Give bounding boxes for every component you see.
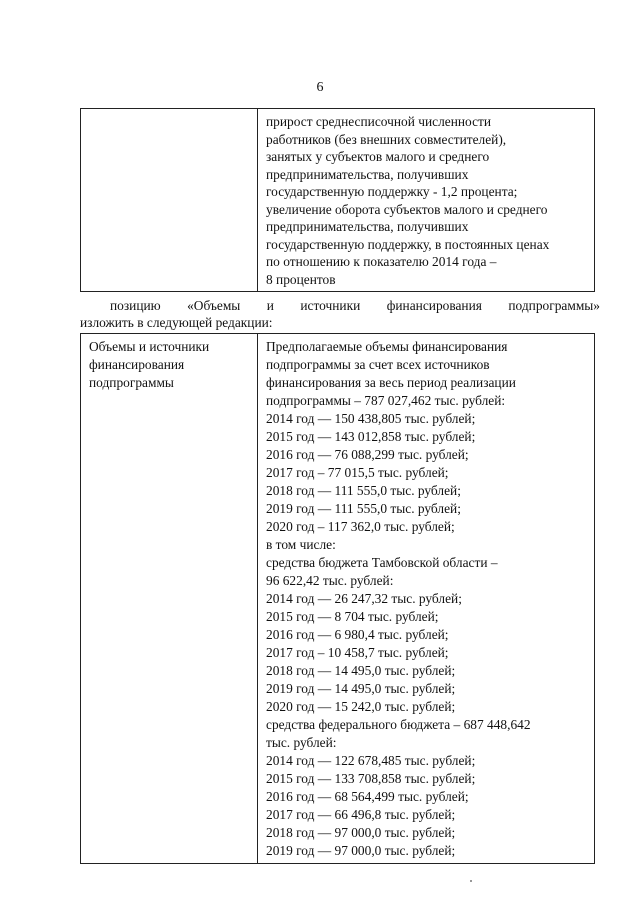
text-line: финансирования — [89, 357, 185, 372]
text-line: 2015 год — 143 012,858 тыс. рублей; — [266, 429, 476, 444]
text-line: Предполагаемые объемы финансирования — [266, 339, 508, 354]
text-line: подпрограммы – 787 027,462 тыс. рублей: — [266, 393, 506, 408]
text-line: 2016 год — 76 088,299 тыс. рублей; — [266, 447, 469, 462]
text-line: 2017 год – 77 015,5 тыс. рублей; — [266, 465, 449, 480]
table1-right-cell — [258, 109, 595, 292]
text-line: средства бюджета Тамбовской области – — [266, 555, 498, 570]
text-line: подпрограммы — [89, 375, 174, 390]
text-line: 2018 год — 14 495,0 тыс. рублей; — [266, 663, 456, 678]
text-line: по отношению к показателю 2014 года – — [266, 254, 497, 269]
text-line: 2020 год — 15 242,0 тыс. рублей; — [266, 699, 456, 714]
text-line: в том числе: — [266, 537, 336, 552]
text-line: 8 процентов — [266, 271, 336, 287]
text-line: тыс. рублей: — [266, 735, 337, 750]
text-line: 2015 год — 133 708,858 тыс. рублей; — [266, 771, 476, 786]
text-line: Объемы и источники — [89, 339, 210, 354]
table2-right-cell — [258, 334, 595, 864]
text-line: финансирования за весь период реализации — [266, 375, 516, 390]
text-line: 2016 год — 68 564,499 тыс. рублей; — [266, 789, 469, 804]
paragraph-line-1: позицию «Объемы и источники финансирования подпрограммы» — [110, 298, 600, 313]
continuation-table — [80, 108, 595, 292]
text-line: государственную поддержку - 1,2 процента; — [266, 184, 518, 199]
text-line: государственную поддержку, в постоянных ценах — [266, 236, 550, 252]
page-number: 6 — [316, 80, 324, 95]
text-line: средства федерального бюджета – 687 448,642 — [266, 717, 531, 732]
text-line: 96 622,42 тыс. рублей: — [266, 573, 394, 588]
text-line: 2014 год — 26 247,32 тыс. рублей; — [266, 591, 462, 606]
funding-label — [81, 334, 257, 395]
text-line: предпринимательства, получивших — [266, 166, 469, 182]
text-line: 2017 год – 10 458,7 тыс. рублей; — [266, 645, 449, 660]
text-line: подпрограммы за счет всех источников — [266, 357, 490, 372]
table-row — [81, 109, 595, 292]
text-line: 2014 год — 150 438,805 тыс. рублей; — [266, 411, 476, 426]
text-line: 2016 год — 6 980,4 тыс. рублей; — [266, 627, 449, 642]
text-line: 2019 год — 111 555,0 тыс. рублей; — [266, 501, 461, 516]
text-line: 2019 год — 97 000,0 тыс. рублей; — [266, 843, 456, 858]
text-line: 2018 год — 111 555,0 тыс. рублей; — [266, 483, 461, 498]
text-line: 2014 год — 122 678,485 тыс. рублей; — [266, 753, 476, 768]
paragraph-line-2: изложить в следующей редакции: — [80, 315, 273, 330]
table1-left-cell — [81, 109, 258, 292]
text-line: работников (без внешних совместителей), — [266, 131, 507, 147]
text-line: прирост среднесписочной численности — [266, 114, 492, 129]
text-line: 2015 год — 8 704 тыс. рублей; — [266, 609, 439, 624]
table1-right-text — [258, 109, 594, 291]
table1-left-text — [81, 109, 257, 116]
text-line: 2017 год — 66 496,8 тыс. рублей; — [266, 807, 456, 822]
scan-speck — [470, 880, 472, 882]
table-row — [81, 334, 595, 864]
text-line: 2018 год — 97 000,0 тыс. рублей; — [266, 825, 456, 840]
text-line: 2020 год – 117 362,0 тыс. рублей; — [266, 519, 455, 534]
table2-left-cell — [81, 334, 258, 864]
text-line: предпринимательства, получивших — [266, 219, 469, 234]
funding-table — [80, 333, 595, 864]
text-line: 2019 год — 14 495,0 тыс. рублей; — [266, 681, 456, 696]
funding-details — [258, 334, 594, 863]
text-line: увеличение оборота субъектов малого и среднего — [266, 201, 548, 217]
text-line: занятых у субъектов малого и среднего — [266, 149, 490, 164]
